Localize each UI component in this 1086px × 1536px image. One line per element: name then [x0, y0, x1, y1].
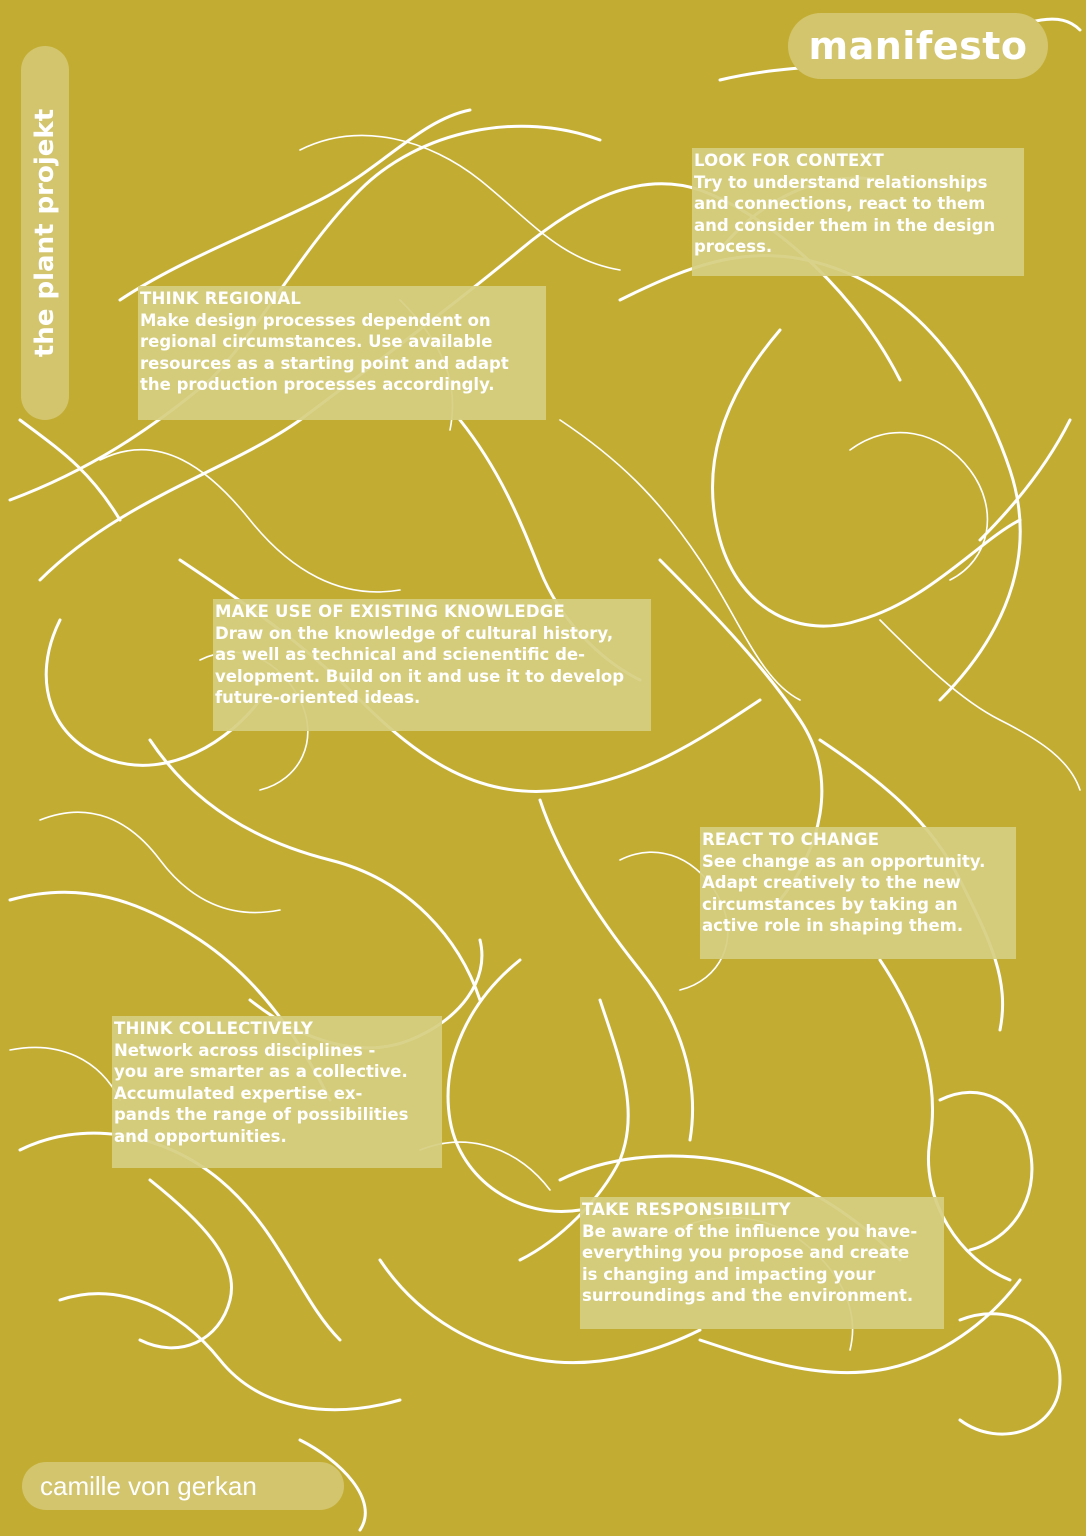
- principle-body: See change as an opportunity. Adapt creatively to the new circumstances by taking an active role in shaping them.: [702, 851, 986, 935]
- principle-heading: TAKE RESPONSIBILITY: [582, 1200, 791, 1219]
- project-name-pill: [21, 46, 69, 420]
- principle-heading: REACT TO CHANGE: [702, 830, 880, 849]
- principle-body: Try to understand relationships and connections, react to them and consider them in the design process.: [694, 172, 996, 256]
- principle-think-collectively: [112, 1016, 442, 1168]
- project-name: the plant projekt: [30, 108, 60, 358]
- principle-body: Make design processes dependent on regional circumstances. Use available resources as a starting point and adapt the production processes accordingly.: [140, 310, 509, 394]
- principle-make-use-of-existing-knowledge: [213, 599, 651, 731]
- principle-body: Network across disciplines - you are smarter as a collective. Accumulated expertise ex- pands the range of possibilities and opportunities.: [114, 1040, 409, 1146]
- principle-heading: LOOK FOR CONTEXT: [694, 151, 884, 170]
- principle-react-to-change: [700, 827, 1016, 959]
- page-title: manifesto: [808, 24, 1028, 68]
- principle-heading: THINK REGIONAL: [140, 289, 302, 308]
- author-pill: [22, 1462, 344, 1510]
- principle-think-regional: [138, 286, 546, 420]
- author-name: camille von gerkan: [40, 1470, 257, 1501]
- manifesto-title-pill: [788, 13, 1048, 79]
- principle-heading: MAKE USE OF EXISTING KNOWLEDGE: [215, 602, 565, 621]
- principle-body: Draw on the knowledge of cultural history, as well as technical and scienentific de- velopment. Build on it and use it to develop future-oriented ideas.: [215, 623, 625, 707]
- principle-look-for-context: [692, 148, 1024, 276]
- principle-heading: THINK COLLECTIVELY: [114, 1019, 314, 1038]
- principle-body: Be aware of the influence you have- everything you propose and create is changing and impacting your surroundings and the environment.: [582, 1221, 918, 1305]
- principle-take-responsibility: [580, 1197, 944, 1329]
